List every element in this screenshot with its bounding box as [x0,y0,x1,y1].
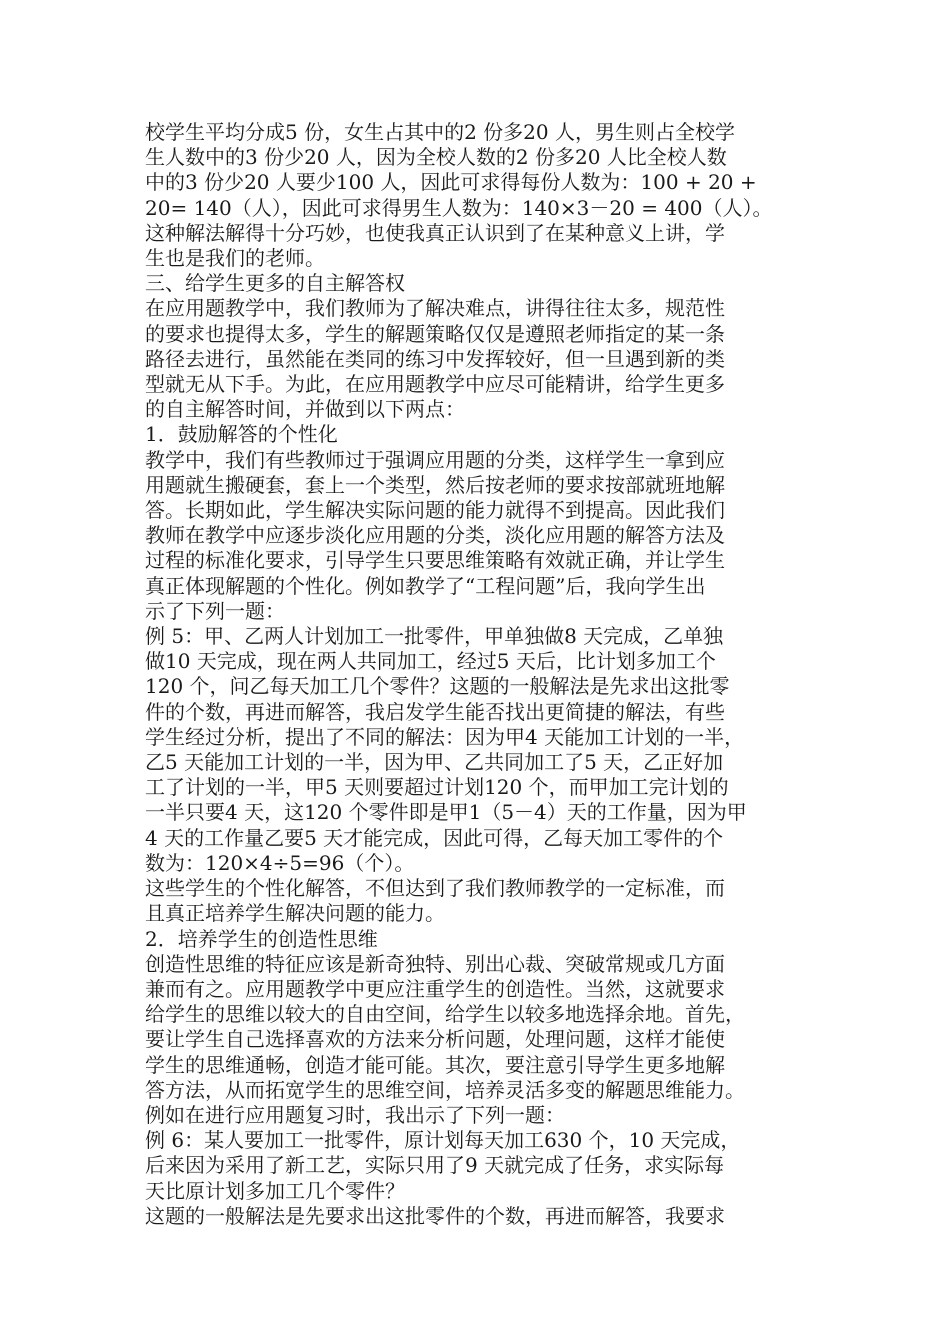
text-line: 20= 140（人），因此可求得男生人数为：140×3－20 = 400（人）。 [145,195,773,220]
text-line: 校学生平均分成5 份，女生占其中的2 份多20 人，男生则占全校学 [145,120,735,144]
text-line: 在应用题教学中，我们教师为了解决难点，讲得往往太多，规范性 [145,296,725,321]
text-line: 一半只要4 天，这120 个零件即是甲1（5－4）天的工作量，因为甲 [145,800,747,825]
text-line: 乙5 天能加工计划的一半，因为甲、乙共同加工了5 天，乙正好加 [145,750,724,775]
text-line: 这题的一般解法是先要求出这批零件的个数，再进而解答，我要求 [145,1203,725,1228]
text-line: 型就无从下手。为此，在应用题教学中应尽可能精讲，给学生更多 [145,372,725,397]
text-line: 的自主解答时间，并做到以下两点： [145,397,465,422]
text-line: 要让学生自己选择喜欢的方法来分析问题，处理问题，这样才能使 [145,1027,725,1052]
text-line: 用题就生搬硬套，套上一个类型，然后按老师的要求按部就班地解 [145,472,725,497]
text-line: 创造性思维的特征应该是新奇独特、别出心裁、突破常规或几方面 [145,951,725,976]
text-line: 教学中，我们有些教师过于强调应用题的分类，这样学生一拿到应 [145,447,725,472]
text-line: 学生的思维通畅，创造才能可能。其次，要注意引导学生更多地解 [145,1052,725,1077]
text-line: 例如在进行应用题复习时，我出示了下列一题： [145,1102,565,1127]
text-line: 2．培养学生的创造性思维 [145,926,378,951]
text-line: 给学生的思维以较大的自由空间，给学生以较多地选择余地。首先， [145,1002,745,1027]
text-line: 教师在教学中应逐步淡化应用题的分类，淡化应用题的解答方法及 [145,523,725,548]
text-line: 学生经过分析，提出了不同的解法：因为甲4 天能加工计划的一半， [145,724,745,749]
text-line: 路径去进行，虽然能在类同的练习中发挥较好，但一旦遇到新的类 [145,346,725,371]
text-line: 天比原计划多加工几个零件？ [145,1178,405,1203]
text-line: 中的3 份少20 人要少100 人，因此可求得每份人数为：100 + 20 + [145,170,757,195]
text-line: 答。长期如此，学生解决实际问题的能力就得不到提高。因此我们 [145,498,725,523]
text-line: 例 5：甲、乙两人计划加工一批零件，甲单独做8 天完成，乙单独 [145,624,724,649]
text-line: 做10 天完成，现在两人共同加工，经过5 天后，比计划多加工个 [145,649,716,674]
text-line: 生也是我们的老师。 [145,246,325,271]
text-line: 这些学生的个性化解答，不但达到了我们教师教学的一定标准，而 [145,876,725,901]
text-line: 4 天的工作量乙要5 天才能完成，因此可得，乙每天加工零件的个 [145,825,724,850]
text-line: 件的个数，再进而解答，我启发学生能否找出更简捷的解法，有些 [145,699,725,724]
text-line: 数为：120×4÷5=96（个）。 [145,850,415,875]
text-line: 生人数中的3 份少20 人，因为全校人数的2 份多20 人比全校人数 [145,145,727,170]
text-line: 兼而有之。应用题教学中更应注重学生的创造性。当然，这就要求 [145,976,725,1001]
text-line: 过程的标准化要求，引导学生只要思维策略有效就正确，并让学生 [145,548,725,573]
text-line: 三、给学生更多的自主解答权 [145,271,405,296]
text-line: 示了下列一题： [145,598,285,623]
text-line: 的要求也提得太多，学生的解题策略仅仅是遵照老师指定的某一条 [145,321,725,346]
document-body [145,120,825,1229]
text-line: 后来因为采用了新工艺，实际只用了9 天就完成了任务，求实际每 [145,1153,725,1178]
text-line: 120 个，问乙每天加工几个零件？这题的一般解法是先求出这批零 [145,674,730,699]
text-line: 这种解法解得十分巧妙，也使我真正认识到了在某种意义上讲，学 [145,220,725,245]
text-line: 1．鼓励解答的个性化 [145,422,338,447]
text-line: 真正体现解题的个性化。例如教学了“工程问题”后，我向学生出 [145,573,706,598]
text-line: 且真正培养学生解决问题的能力。 [145,901,445,926]
text-line: 答方法，从而拓宽学生的思维空间，培养灵活多变的解题思维能力。 [145,1077,745,1102]
text-line: 例 6：某人要加工一批零件，原计划每天加工630 个，10 天完成， [145,1128,741,1153]
text-line: 工了计划的一半，甲5 天则要超过计划120 个，而甲加工完计划的 [145,775,729,800]
